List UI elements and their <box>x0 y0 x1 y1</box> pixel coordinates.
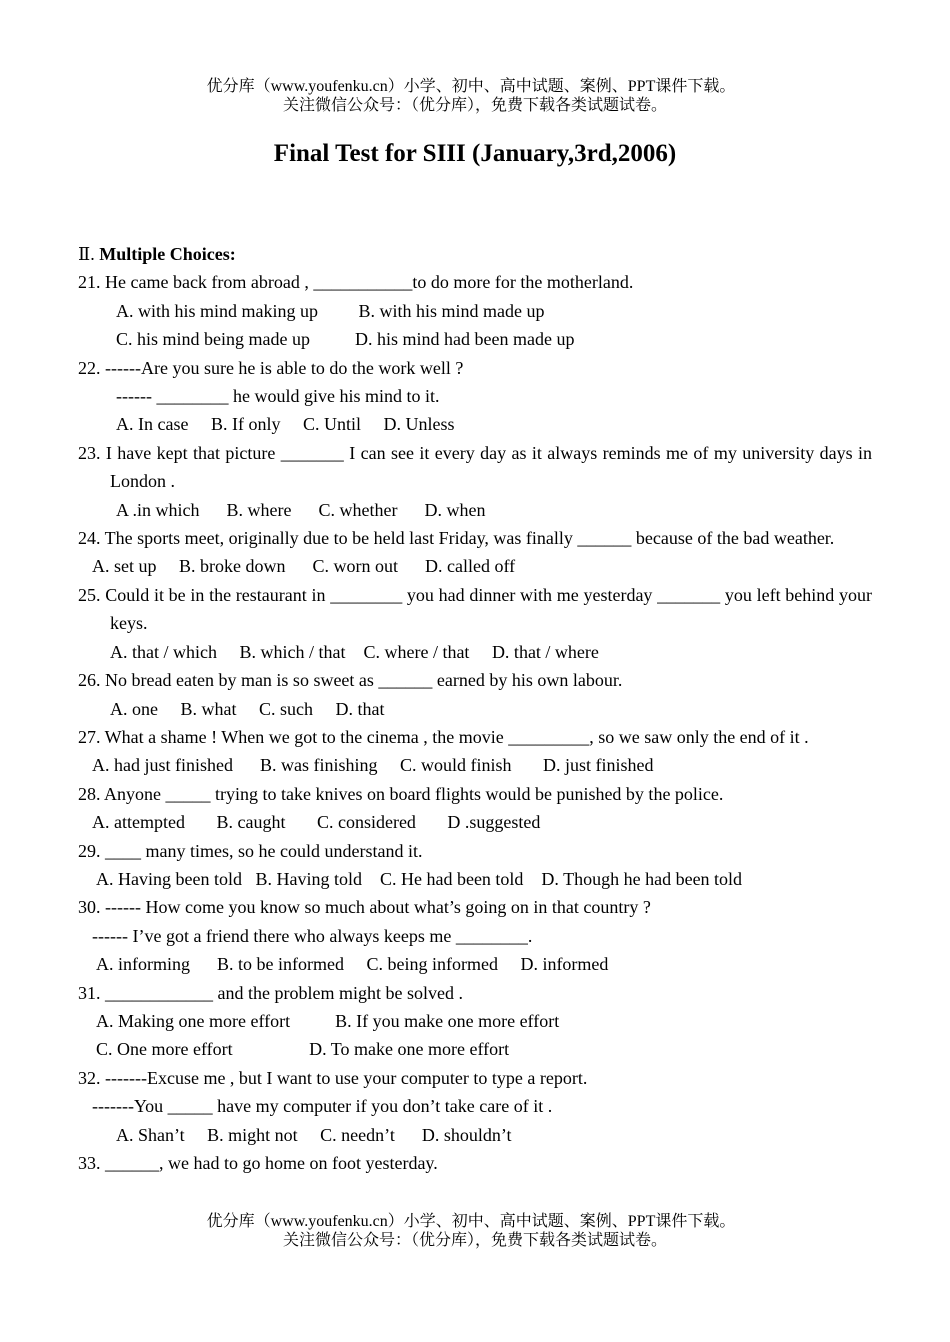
question-stem: 32. -------Excuse me , but I want to use your computer to type a report. <box>78 1067 588 1088</box>
options-line: A. with his mind making up B. with his mind made up <box>116 300 545 321</box>
question-28 <box>78 780 872 837</box>
question-30 <box>78 893 872 978</box>
question-25 <box>78 581 872 666</box>
question-32 <box>78 1064 872 1149</box>
page-footer <box>0 1212 950 1250</box>
question-27 <box>78 723 872 780</box>
options-line: A. one B. what C. such D. that <box>110 698 385 719</box>
footer-line-1: 优分库（www.youfenku.cn）小学、初中、高中试题、案例、PPT课件下载。 <box>206 1213 736 1230</box>
options-line: A. attempted B. caught C. considered D .suggested <box>92 812 541 833</box>
dialogue-line: ------ I’ve got a friend there who always keeps me ________. <box>92 925 533 946</box>
footer-line-2: 关注微信公众号：（优分库），免费下载各类试题试卷。 <box>282 1232 667 1249</box>
options-line: A. Shan’t B. might not C. needn’t D. shouldn’t <box>116 1124 512 1145</box>
options-line: A. Making one more effort B. If you make one more effort <box>96 1010 560 1031</box>
question-29 <box>78 837 872 894</box>
question-stem: 26. No bread eaten by man is so sweet as ______ earned by his own labour. <box>78 670 623 691</box>
section-title: Multiple Choices: <box>94 244 236 264</box>
document-title: Final Test for SIII (January,3rd,2006) <box>273 140 677 167</box>
options-line: C. One more effort D. To make one more effort <box>96 1039 510 1060</box>
options-line: A .in which B. where C. whether D. when <box>116 499 486 520</box>
dialogue-line: ------ ________ he would give his mind to it. <box>116 386 440 407</box>
question-stem: 22. ------Are you sure he is able to do the work well ? <box>78 357 464 378</box>
section-numeral: Ⅱ. <box>78 244 95 264</box>
question-stem: 21. He came back from abroad , ___________to do more for the motherland. <box>78 272 634 293</box>
question-stem: 25. Could it be in the restaurant in ________ you had dinner with me yesterday _______ you left behind your keys. <box>78 584 872 634</box>
question-33 <box>78 1149 872 1177</box>
header-line-2: 关注微信公众号：（优分库），免费下载各类试题试卷。 <box>282 97 667 114</box>
page-header <box>0 77 950 115</box>
options-line: A. had just finished B. was finishing C. would finish D. just finished <box>92 755 654 776</box>
options-line: A. that / which B. which / that C. where / that D. that / where <box>110 641 599 662</box>
header-line-1: 优分库（www.youfenku.cn）小学、初中、高中试题、案例、PPT课件下载。 <box>206 78 736 95</box>
question-23 <box>78 439 872 524</box>
section-heading <box>78 240 872 268</box>
options-line: A. Having been told B. Having told C. He had been told D. Though he had been told <box>96 868 743 889</box>
question-31 <box>78 979 872 1064</box>
options-line: A. In case B. If only C. Until D. Unless <box>116 414 455 435</box>
questions-body <box>78 240 872 1177</box>
question-stem: 30. ------ How come you know so much about what’s going on in that country ? <box>78 897 651 918</box>
question-stem: 33. ______, we had to go home on foot yesterday. <box>78 1153 438 1173</box>
question-stem: 29. ____ many times, so he could understand it. <box>78 840 423 861</box>
question-24 <box>78 524 872 581</box>
question-stem: 28. Anyone _____ trying to take knives on board flights would be punished by the police. <box>78 783 724 804</box>
options-line: A. informing B. to be informed C. being informed D. informed <box>96 954 609 975</box>
question-stem: 27. What a shame ! When we got to the cinema , the movie _________, so we saw only the end of it . <box>78 726 809 747</box>
dialogue-line: -------You _____ have my computer if you don’t take care of it . <box>92 1096 553 1117</box>
question-21 <box>78 268 872 353</box>
options-line: C. his mind being made up D. his mind had been made up <box>116 329 575 350</box>
question-stem: 31. ____________ and the problem might be solved . <box>78 982 463 1003</box>
question-stem: 24. The sports meet, originally due to be held last Friday, was finally ______ because of the bad weather. <box>78 528 835 549</box>
question-26 <box>78 666 872 723</box>
options-line: A. set up B. broke down C. worn out D. called off <box>92 556 516 577</box>
question-stem: 23. I have kept that picture _______ I can see it every day as it always reminds me of my university days in London . <box>78 442 872 492</box>
question-22 <box>78 354 872 439</box>
